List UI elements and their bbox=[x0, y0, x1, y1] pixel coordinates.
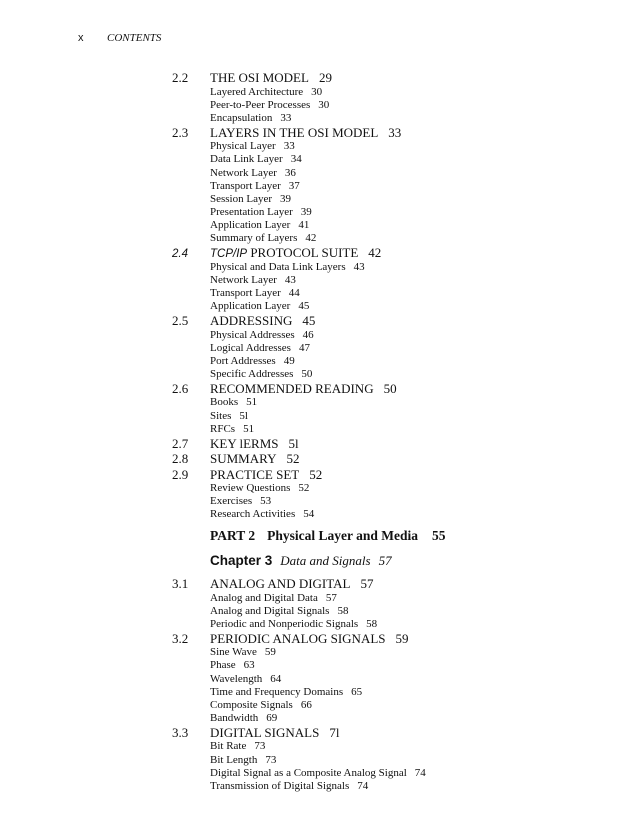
chapter-label: Chapter 3 bbox=[210, 553, 273, 568]
subsection-page: 51 bbox=[243, 422, 255, 435]
section-title-prefix: TCP/IP bbox=[210, 248, 248, 261]
toc-subsection bbox=[210, 780, 368, 792]
section-page: 59 bbox=[395, 630, 409, 646]
subsection-title: Digital Signal as a Composite Analog Signal bbox=[210, 766, 407, 779]
section-page: 7l bbox=[329, 724, 340, 740]
subsection-title: Logical Addresses bbox=[210, 341, 291, 354]
section-title bbox=[210, 436, 279, 451]
toc-subsection bbox=[210, 99, 329, 111]
subsection-title: Composite Signals bbox=[210, 698, 293, 711]
subsection-page: 73 bbox=[265, 753, 277, 766]
toc-subsection bbox=[210, 423, 254, 435]
toc-subsection bbox=[210, 274, 296, 286]
subsection-title: Exercises bbox=[210, 495, 253, 508]
section-title-text: PERIODIC ANALOG SIGNALS bbox=[210, 630, 386, 646]
subsection-page: 39 bbox=[300, 205, 312, 218]
toc-subsection bbox=[210, 112, 291, 124]
toc-subsection bbox=[210, 300, 309, 312]
toc-subsection bbox=[210, 605, 348, 617]
subsection-title: Network Layer bbox=[210, 273, 277, 286]
subsection-title: Encapsulation bbox=[210, 111, 273, 124]
section-title-text: LAYERS IN THE OSI MODEL bbox=[210, 124, 379, 140]
subsection-page: 47 bbox=[298, 341, 310, 354]
part-heading bbox=[210, 528, 446, 544]
toc-subsection bbox=[210, 396, 257, 408]
subsection-title: Transmission of Digital Signals bbox=[210, 779, 350, 792]
subsection-page: 39 bbox=[280, 192, 292, 205]
subsection-title: RFCs bbox=[210, 422, 236, 435]
subsection-page: 65 bbox=[351, 685, 363, 698]
section-number: 3.1 bbox=[172, 576, 189, 591]
toc-subsection bbox=[210, 219, 309, 231]
section-title-text: RECOMMENDED READING bbox=[210, 380, 374, 396]
section-number: 3.3 bbox=[172, 724, 189, 740]
subsection-page: 43 bbox=[284, 273, 296, 286]
section-title bbox=[210, 467, 299, 482]
part-title: Physical Layer and Media bbox=[267, 528, 419, 543]
subsection-title: Application Layer bbox=[210, 218, 291, 231]
section-title-text: ANALOG AND DIGITAL bbox=[210, 576, 351, 591]
subsection-title: Physical and Data Link Layers bbox=[210, 260, 346, 273]
section-number: 2.9 bbox=[172, 466, 189, 482]
section-number: 2.5 bbox=[172, 313, 189, 328]
subsection-page: 59 bbox=[264, 646, 276, 659]
subsection-title: Analog and Digital Signals bbox=[210, 604, 330, 617]
toc-subsection bbox=[210, 495, 271, 507]
subsection-title: Peer-to-Peer Processes bbox=[210, 98, 311, 111]
toc-subsection bbox=[210, 355, 295, 367]
toc-section bbox=[172, 381, 397, 397]
subsection-title: Sites bbox=[210, 409, 232, 422]
header-page-number: x bbox=[78, 32, 84, 44]
toc-subsection bbox=[210, 167, 296, 179]
subsection-page: 73 bbox=[254, 740, 266, 753]
subsection-title: Time and Frequency Domains bbox=[210, 685, 344, 698]
toc-subsection bbox=[210, 153, 302, 165]
section-page: 45 bbox=[302, 313, 316, 328]
subsection-page: 69 bbox=[266, 711, 278, 724]
subsection-page: 30 bbox=[311, 85, 323, 98]
subsection-page: 64 bbox=[270, 672, 282, 685]
toc-subsection bbox=[210, 673, 281, 685]
subsection-page: 54 bbox=[303, 508, 315, 521]
subsection-page: 53 bbox=[260, 495, 272, 508]
toc-section bbox=[172, 725, 339, 741]
subsection-title: Bandwidth bbox=[210, 711, 259, 724]
toc-section bbox=[172, 70, 332, 86]
toc-subsection bbox=[210, 740, 265, 752]
subsection-page: 37 bbox=[288, 179, 300, 192]
toc-subsection bbox=[210, 712, 277, 724]
section-number: 2.2 bbox=[172, 70, 189, 85]
subsection-title: Physical Addresses bbox=[210, 328, 295, 341]
subsection-page: 33 bbox=[283, 140, 295, 153]
subsection-title: Analog and Digital Data bbox=[210, 591, 318, 604]
section-page: 33 bbox=[388, 124, 402, 140]
subsection-title: Network Layer bbox=[210, 166, 277, 179]
section-title-text: ADDRESSING bbox=[210, 313, 293, 328]
subsection-page: 44 bbox=[288, 286, 300, 299]
subsection-page: 74 bbox=[357, 779, 369, 792]
section-page: 29 bbox=[318, 70, 332, 85]
section-title bbox=[210, 631, 386, 646]
toc-section bbox=[172, 631, 409, 647]
chapter-page: 57 bbox=[378, 553, 392, 568]
subsection-page: 41 bbox=[298, 218, 310, 231]
toc-subsection bbox=[210, 206, 312, 218]
toc-subsection bbox=[210, 140, 295, 152]
subsection-page: 46 bbox=[302, 328, 314, 341]
subsection-title: Summary of Layers bbox=[210, 232, 298, 244]
subsection-title: Specific Addresses bbox=[210, 367, 294, 380]
chapter-heading bbox=[210, 553, 392, 569]
section-page: 57 bbox=[360, 576, 374, 591]
toc-subsection bbox=[210, 618, 377, 630]
toc-subsection bbox=[210, 193, 291, 205]
subsection-page: 43 bbox=[353, 260, 365, 273]
subsection-page: 52 bbox=[298, 482, 310, 495]
toc-subsection bbox=[210, 287, 300, 299]
section-page: 42 bbox=[368, 245, 382, 261]
toc-subsection bbox=[210, 232, 316, 244]
subsection-title: Session Layer bbox=[210, 192, 273, 205]
subsection-title: Application Layer bbox=[210, 299, 291, 312]
toc-section bbox=[172, 576, 374, 592]
toc-section bbox=[172, 451, 299, 467]
toc-subsection bbox=[210, 767, 426, 779]
section-page: 5l bbox=[288, 435, 299, 451]
subsection-title: Port Addresses bbox=[210, 354, 276, 367]
section-number: 2.4 bbox=[172, 248, 188, 261]
toc-section bbox=[172, 125, 401, 141]
section-number: 2.3 bbox=[172, 124, 189, 140]
subsection-page: 50 bbox=[301, 367, 313, 380]
subsection-title: Periodic and Nonperiodic Signals bbox=[210, 617, 359, 630]
subsection-title: Books bbox=[210, 396, 239, 409]
subsection-page: 36 bbox=[284, 166, 296, 179]
toc-section bbox=[172, 245, 381, 261]
section-title bbox=[210, 381, 374, 396]
toc-section bbox=[172, 436, 299, 452]
part-label: PART 2 bbox=[210, 528, 256, 543]
section-number: 2.6 bbox=[172, 380, 189, 396]
subsection-title: Physical Layer bbox=[210, 140, 276, 153]
subsection-title: Bit Rate bbox=[210, 740, 247, 753]
section-title-text: SUMMARY bbox=[210, 451, 277, 467]
subsection-title: Bit Length bbox=[210, 753, 258, 766]
subsection-page: 63 bbox=[243, 659, 255, 672]
toc-subsection bbox=[210, 659, 255, 671]
section-title-text: PROTOCOL SUITE bbox=[250, 245, 359, 261]
toc-subsection bbox=[210, 329, 314, 341]
subsection-title: Review Questions bbox=[210, 482, 291, 495]
section-title-text: KEY lERMS bbox=[210, 435, 279, 451]
subsection-title: Research Activities bbox=[210, 508, 296, 521]
subsection-title: Layered Architecture bbox=[210, 85, 304, 98]
section-number: 2.7 bbox=[172, 435, 189, 451]
section-title bbox=[210, 451, 276, 466]
toc-subsection bbox=[210, 646, 276, 658]
section-title-text: THE OSI MODEL bbox=[210, 70, 309, 85]
running-header bbox=[78, 32, 162, 44]
toc-subsection bbox=[210, 754, 276, 766]
subsection-page: 51 bbox=[246, 396, 258, 409]
toc-subsection bbox=[210, 86, 322, 98]
toc-subsection bbox=[210, 508, 314, 520]
subsection-title: Transport Layer bbox=[210, 286, 281, 299]
subsection-page: 57 bbox=[325, 591, 337, 604]
subsection-title: Transport Layer bbox=[210, 179, 281, 192]
subsection-page: 49 bbox=[283, 354, 295, 367]
subsection-page: 5l bbox=[239, 409, 248, 422]
subsection-title: Wavelength bbox=[210, 672, 263, 685]
toc-subsection bbox=[210, 261, 365, 273]
header-title: CONTENTS bbox=[107, 32, 162, 44]
toc-subsection bbox=[210, 410, 248, 422]
toc-subsection bbox=[210, 686, 362, 698]
section-page: 52 bbox=[286, 451, 300, 467]
section-title-text: DIGITAL SIGNALS bbox=[210, 724, 320, 740]
part-page: 55 bbox=[432, 528, 446, 543]
section-number: 3.2 bbox=[172, 630, 189, 646]
section-title bbox=[210, 245, 358, 260]
chapter-title: Data and Signals bbox=[280, 553, 371, 568]
subsection-title: Data Link Layer bbox=[210, 153, 283, 166]
subsection-page: 58 bbox=[337, 604, 349, 617]
toc-subsection bbox=[210, 368, 312, 380]
subsection-page: 58 bbox=[366, 617, 378, 630]
subsection-page: 74 bbox=[414, 766, 426, 779]
subsection-page: 42 bbox=[305, 232, 317, 244]
section-title bbox=[210, 125, 378, 140]
toc-subsection bbox=[210, 699, 312, 711]
section-number: 2.8 bbox=[172, 451, 189, 467]
subsection-page: 33 bbox=[280, 111, 292, 124]
section-title bbox=[210, 70, 309, 85]
subsection-page: 34 bbox=[290, 153, 302, 166]
subsection-title: Presentation Layer bbox=[210, 205, 293, 218]
toc-section bbox=[172, 313, 315, 329]
section-page: 52 bbox=[309, 466, 323, 482]
subsection-page: 66 bbox=[300, 698, 312, 711]
toc-subsection bbox=[210, 592, 337, 604]
section-title bbox=[210, 725, 319, 740]
subsection-page: 30 bbox=[318, 98, 330, 111]
subsection-title: Phase bbox=[210, 659, 236, 672]
section-page: 50 bbox=[383, 380, 397, 396]
toc-section bbox=[172, 467, 322, 483]
section-title-text: PRACTICE SET bbox=[210, 466, 300, 482]
subsection-page: 45 bbox=[298, 299, 310, 312]
toc-subsection bbox=[210, 482, 309, 494]
section-title bbox=[210, 313, 292, 328]
section-title bbox=[210, 576, 351, 591]
toc-subsection bbox=[210, 180, 300, 192]
toc-subsection bbox=[210, 342, 310, 354]
subsection-title: Sine Wave bbox=[210, 646, 257, 659]
